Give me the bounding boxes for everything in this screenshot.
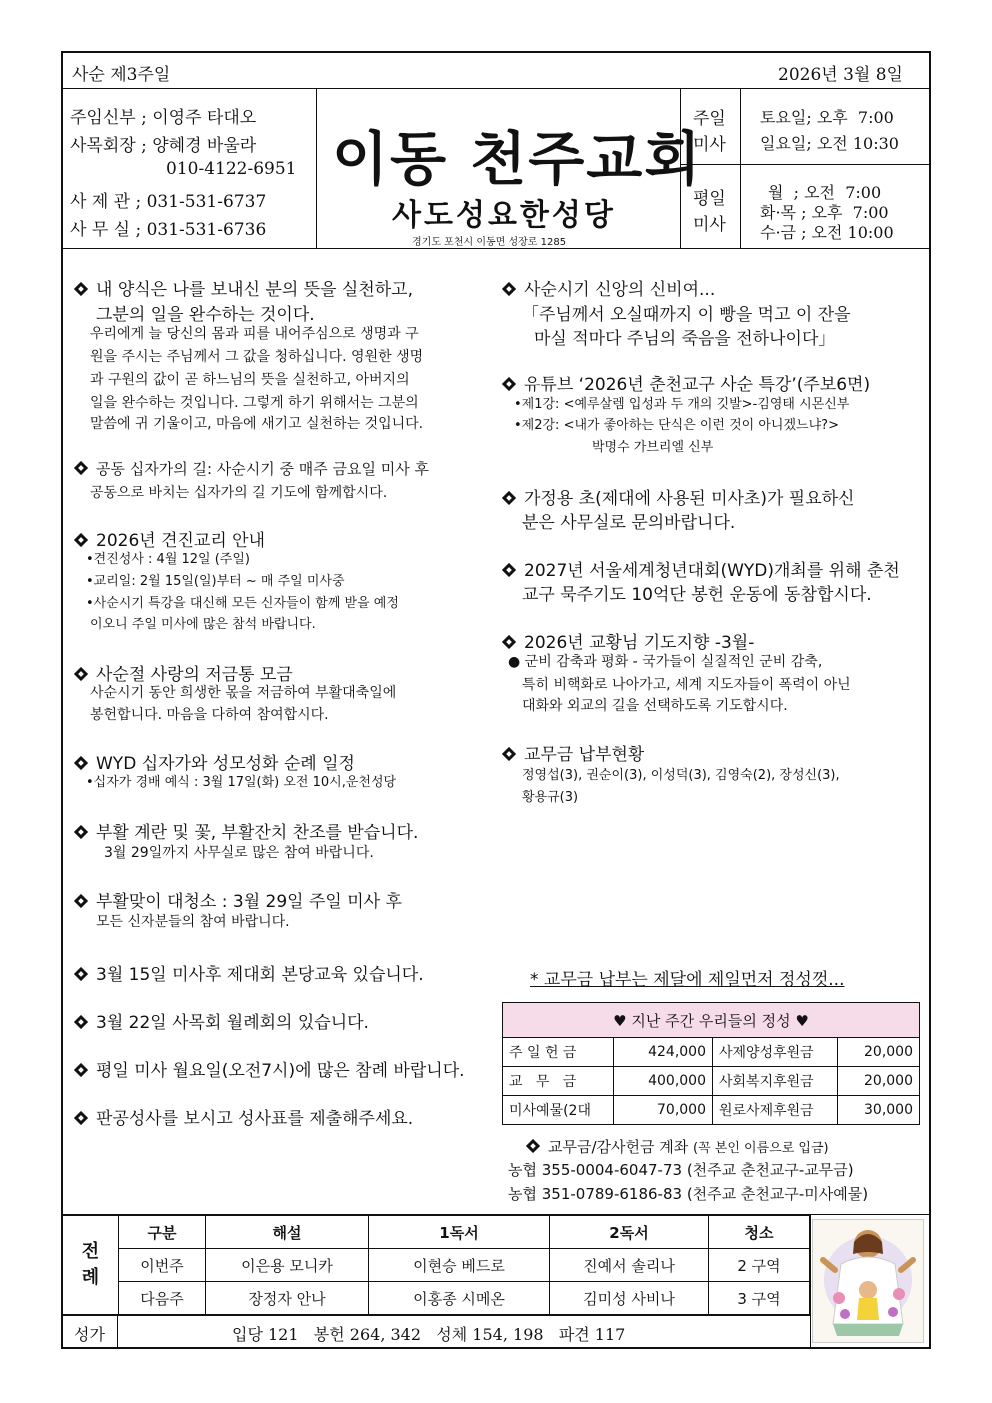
account-title: 교무금/감사헌금 계좌 (꼭 본인 이름으로 입금) [526, 1136, 829, 1157]
diamond-bullet-icon [526, 1139, 540, 1153]
table-cell: 이번주 [119, 1249, 206, 1282]
diamond-bullet-icon [74, 667, 88, 681]
diamond-bullet-icon [74, 967, 88, 981]
weekday-mass-mon: 월 ; 오전 7:00 [768, 183, 882, 202]
diamond-bullet-icon [502, 747, 516, 761]
church-name: 이동 천주교회 [332, 125, 703, 193]
notice-title: 그분의 일을 완수하는 것이다. [96, 305, 315, 325]
notice-title: 분은 사무실로 문의바랍니다. [522, 513, 736, 533]
diamond-bullet-icon [502, 282, 516, 296]
notice-body: 대화와 외교의 길을 선택하도록 기도합시다. [522, 698, 788, 714]
liturgy-table [62, 1215, 810, 1315]
church-address: 경기도 포천시 이동면 성장로 1285 [412, 237, 567, 248]
table-cell: 김미성 사비나 [550, 1282, 709, 1315]
column-header: 해설 [206, 1216, 369, 1249]
council-head: 사목회장 ; 양혜경 바울라 [70, 136, 257, 156]
quote-line: 마실 적마다 주님의 죽음을 전하나이다」 [534, 329, 836, 349]
notice-title: 공동 십자가의 길: 사순시기 중 매주 금요일 미사 후 [74, 458, 429, 479]
column-header: 2독서 [550, 1216, 709, 1249]
rectory-phone: 사 제 관 ; 031-531-6737 [70, 192, 267, 212]
offering-label: 사회복지후원금 [713, 1067, 838, 1096]
diamond-bullet-icon [74, 533, 88, 547]
table-cell: 다음주 [119, 1282, 206, 1315]
notice-body: 황용규(3) [522, 790, 579, 805]
table-cell: 진예서 솔리나 [550, 1249, 709, 1282]
notice-title: 2026년 견진교리 안내 [74, 526, 265, 551]
council-phone: 010-4122-6951 [166, 159, 297, 179]
offering-value: 400,000 [614, 1067, 713, 1096]
column-header: 1독서 [369, 1216, 550, 1249]
divider [680, 88, 681, 248]
notice-title: 판공성사를 보시고 성사표를 제출해주세요. [74, 1104, 413, 1129]
diamond-bullet-icon [74, 825, 88, 839]
notice-body: •사순시기 특강을 대신해 모든 신자들이 함께 받을 예정 [86, 596, 399, 611]
weekday-mass-tue-thu: 화·목 ; 오후 7:00 [760, 203, 889, 222]
divider [62, 88, 930, 89]
notice-title: 교구 묵주기도 10억단 봉헌 운동에 동참합시다. [522, 585, 872, 605]
table-cell: 2 구역 [709, 1249, 810, 1282]
notice-title: 유튜브 ‘2026년 춘천교구 사순 특강’(주보6면) [502, 370, 870, 395]
notice-title: 내 양식은 나를 보내신 분의 뜻을 실천하고, [74, 275, 413, 300]
notice-body: 봉헌합니다. 마음을 다하여 참여합시다. [90, 707, 329, 723]
offering-table-header: ♥ 지난 주간 우리들의 정성 ♥ [503, 1003, 920, 1038]
quote-line: 「주님께서 오실때까지 이 빵을 먹고 이 잔을 [522, 305, 851, 325]
table-row [63, 1249, 810, 1282]
diamond-bullet-icon [502, 563, 516, 577]
diamond-bullet-icon [74, 894, 88, 908]
notice-body: 사순시기 동안 희생한 몫을 저금하여 부활대축일에 [90, 685, 397, 701]
notice-body: •교리일: 2월 15일(일)부터 ~ 매 주일 미사중 [86, 574, 345, 589]
week-title: 사순 제3주일 [72, 65, 171, 85]
account-number: 농협 351-0789-6186-83 (천주교 춘천교구-미사예물) [508, 1185, 869, 1203]
jesus-child-illustration [812, 1219, 924, 1343]
divider [740, 88, 741, 248]
notice-body: 특히 비핵화로 나아가고, 세계 지도자들이 폭력이 아닌 [522, 677, 851, 693]
offering-value: 30,000 [838, 1096, 920, 1125]
weekday-mass-label: 미사 [693, 215, 726, 235]
diamond-bullet-icon [502, 635, 516, 649]
divider [117, 1315, 118, 1347]
sunday-mass-sun: 일요일; 오전 10:30 [760, 134, 899, 153]
account-number: 농협 355-0004-6047-73 (천주교 춘천교구-교무금) [508, 1161, 854, 1179]
diamond-bullet-icon [74, 756, 88, 770]
notice-title: 2027년 서울세계청년대회(WYD)개최를 위해 춘천 [502, 556, 900, 581]
notice-body: •견진성사 : 4월 12일 (주일) [86, 552, 250, 567]
divider [680, 164, 930, 165]
notice-body: ● 군비 감축과 평화 - 국가들이 실질적인 군비 감축, [508, 654, 823, 670]
column-header: 구분 [119, 1216, 206, 1249]
hymn-numbers: 입당 121 봉헌 264, 342 성체 154, 198 파견 117 [232, 1325, 626, 1344]
notice-title: 사순절 사랑의 저금통 모금 [74, 660, 293, 685]
offering-table [502, 1002, 920, 1125]
column-header: 청소 [709, 1216, 810, 1249]
diamond-bullet-icon [74, 1015, 88, 1029]
offering-label: 사제양성후원금 [713, 1038, 838, 1067]
office-phone: 사 무 실 ; 031-531-6736 [70, 220, 267, 240]
notice-body: 과 구원의 값이 곧 하느님의 뜻을 실천하고, 아버지의 [90, 372, 410, 388]
table-cell: 이현승 베드로 [369, 1249, 550, 1282]
dues-notice: * 교무금 납부는 제달에 제일먼저 정성껏... [530, 970, 845, 990]
notice-body: •십자가 경배 예식 : 3월 17일(화) 오전 10시,운천성당 [86, 775, 397, 790]
notice-title: 부활 계란 및 꽃, 부활잔치 찬조를 받습니다. [74, 818, 418, 843]
table-row [503, 1096, 920, 1125]
diamond-bullet-icon [74, 461, 88, 475]
bulletin-date: 2026년 3월 8일 [778, 65, 903, 85]
notice-body: 이오니 주일 미사에 많은 참석 바랍니다. [90, 617, 316, 632]
table-row [503, 1067, 920, 1096]
offering-value: 20,000 [838, 1067, 920, 1096]
church-subtitle: 사도성요한성당 [392, 198, 616, 233]
notice-title: WYD 십자가와 성모성화 순례 일정 [74, 749, 355, 774]
notice-title: 3월 22일 사목회 월례회의 있습니다. [74, 1008, 369, 1033]
offering-label: 미사예물(2대 [503, 1096, 614, 1125]
offering-label: 주 일 헌 금 [503, 1038, 614, 1067]
account-note: (꼭 본인 이름으로 입금) [693, 1141, 829, 1156]
table-cell: 이홍종 시메온 [369, 1282, 550, 1315]
notice-title: 3월 15일 미사후 제대회 본당교육 있습니다. [74, 960, 424, 985]
notice-title: 사순시기 신앙의 신비여... [502, 275, 715, 300]
table-row [63, 1282, 810, 1315]
notice-body: •제2강: <내가 좋아하는 단식은 이런 것이 아니겠느냐?> [514, 418, 839, 433]
offering-value: 70,000 [614, 1096, 713, 1125]
notice-body: 정영섭(3), 권순이(3), 이성덕(3), 김영숙(2), 장성신(3), [522, 768, 840, 783]
notice-title: 2026년 교황님 기도지향 -3월- [502, 628, 754, 653]
weekday-mass-label: 평일 [693, 189, 726, 209]
notice-body: •제1강: <예루살렘 입성과 두 개의 깃발>-김영태 시몬신부 [514, 397, 850, 412]
sunday-mass-label: 미사 [693, 135, 726, 155]
table-cell: 장정자 안나 [206, 1282, 369, 1315]
notice-body: 말씀에 귀 기울이고, 마음에 새기고 실천하는 것입니다. [90, 416, 424, 432]
offering-value: 424,000 [614, 1038, 713, 1067]
notice-title: 교무금 납부현황 [502, 740, 644, 765]
offering-value: 20,000 [838, 1038, 920, 1067]
notice-body: 우리에게 늘 당신의 몸과 피를 내어주심으로 생명과 구 [90, 326, 419, 342]
offering-label: 교 무 금 [503, 1067, 614, 1096]
liturgy-side-label: 전 례 [63, 1216, 119, 1315]
notice-body: 공동으로 바치는 십자가의 길 기도에 함께합시다. [90, 485, 388, 501]
sunday-mass-sat: 토요일; 오후 7:00 [760, 108, 894, 127]
divider [810, 1215, 811, 1347]
diamond-bullet-icon [502, 491, 516, 505]
diamond-bullet-icon [502, 377, 516, 391]
pastor: 주임신부 ; 이영주 타대오 [70, 108, 257, 128]
notice-body: 원을 주시는 주님께서 그 값을 청하십니다. 영원한 생명 [90, 349, 424, 365]
notice-body: 박명수 가브리엘 신부 [592, 440, 714, 455]
diamond-bullet-icon [74, 1111, 88, 1125]
notice-body: 모든 신자분들의 참여 바랍니다. [96, 914, 290, 930]
weekday-mass-wed-fri: 수·금 ; 오전 10:00 [760, 223, 894, 242]
notice-body: 3월 29일까지 사무실로 많은 참여 바랍니다. [104, 845, 374, 861]
divider [62, 248, 930, 249]
notice-body: 일을 완수하는 것입니다. 그렇게 하기 위해서는 그분의 [90, 395, 419, 411]
notice-title: 가정용 초(제대에 사용된 미사초)가 필요하신 [502, 484, 854, 509]
diamond-bullet-icon [74, 282, 88, 296]
offering-label: 원로사제후원금 [713, 1096, 838, 1125]
divider [62, 1315, 810, 1316]
notice-title: 평일 미사 월요일(오전7시)에 많은 참례 바랍니다. [74, 1056, 465, 1081]
table-cell: 3 구역 [709, 1282, 810, 1315]
table-row [503, 1038, 920, 1067]
hymn-label: 성가 [74, 1325, 105, 1344]
notice-title: 부활맞이 대청소 : 3월 29일 주일 미사 후 [74, 887, 402, 912]
divider [316, 88, 317, 248]
diamond-bullet-icon [74, 1063, 88, 1077]
table-cell: 이은용 모니카 [206, 1249, 369, 1282]
sunday-mass-label: 주일 [693, 109, 726, 129]
